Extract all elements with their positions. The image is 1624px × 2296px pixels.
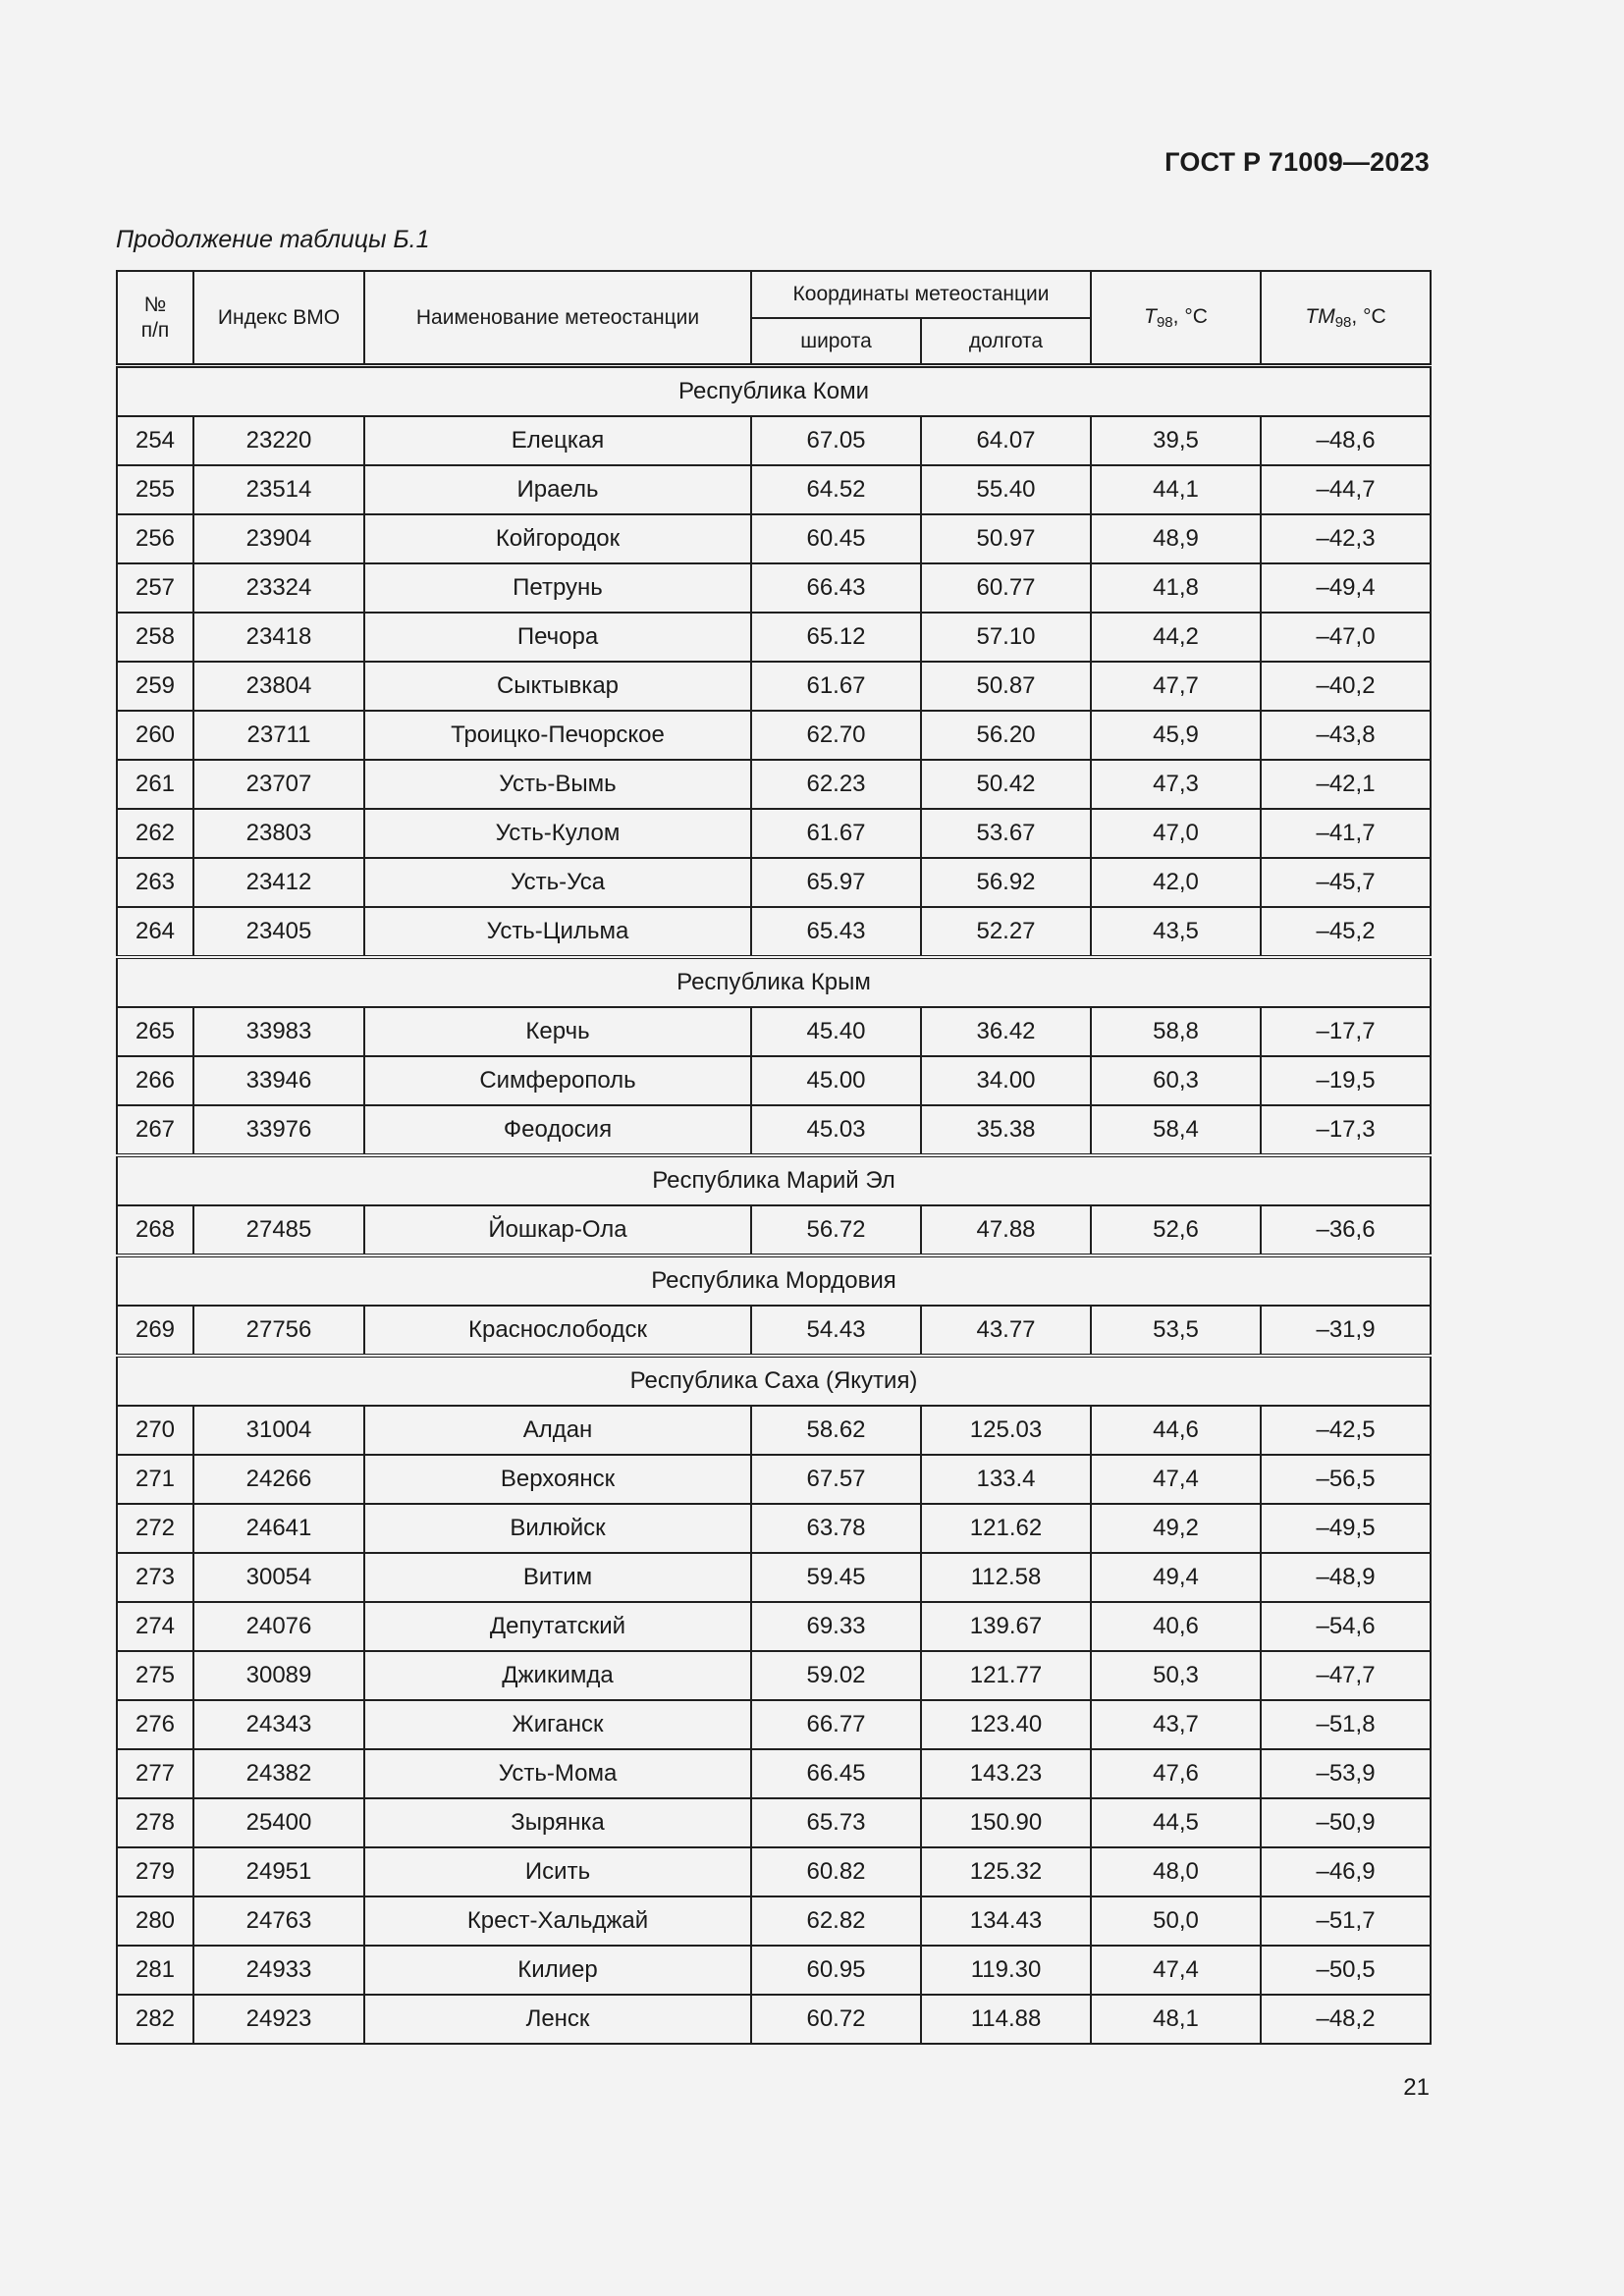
cell-num: 282 — [117, 1995, 193, 2044]
cell-station-name: Крест-Хальджай — [364, 1896, 751, 1946]
region-row — [117, 1255, 1431, 1306]
cell-t98: 39,5 — [1091, 416, 1261, 465]
cell-longitude: 121.77 — [921, 1651, 1091, 1700]
cell-wmo-index: 24951 — [193, 1847, 364, 1896]
cell-num: 274 — [117, 1602, 193, 1651]
cell-num: 261 — [117, 760, 193, 809]
cell-longitude: 119.30 — [921, 1946, 1091, 1995]
cell-tm98: –49,5 — [1261, 1504, 1431, 1553]
cell-t98: 47,6 — [1091, 1749, 1261, 1798]
table-caption: Продолжение таблицы Б.1 — [116, 226, 430, 253]
cell-tm98: –46,9 — [1261, 1847, 1431, 1896]
cell-longitude: 47.88 — [921, 1205, 1091, 1255]
table-row — [117, 613, 1431, 662]
cell-longitude: 134.43 — [921, 1896, 1091, 1946]
table-body — [117, 366, 1431, 2045]
cell-wmo-index: 25400 — [193, 1798, 364, 1847]
cell-num: 265 — [117, 1007, 193, 1056]
cell-latitude: 66.43 — [751, 563, 921, 613]
header-wmo-index: Индекс ВМО — [193, 271, 364, 366]
cell-tm98: –51,8 — [1261, 1700, 1431, 1749]
table-row — [117, 760, 1431, 809]
cell-t98: 48,0 — [1091, 1847, 1261, 1896]
cell-longitude: 55.40 — [921, 465, 1091, 514]
cell-longitude: 50.42 — [921, 760, 1091, 809]
cell-latitude: 45.40 — [751, 1007, 921, 1056]
cell-num: 272 — [117, 1504, 193, 1553]
cell-station-name: Койгородок — [364, 514, 751, 563]
cell-t98: 47,0 — [1091, 809, 1261, 858]
cell-station-name: Керчь — [364, 1007, 751, 1056]
cell-t98: 47,3 — [1091, 760, 1261, 809]
table-row — [117, 416, 1431, 465]
cell-t98: 50,0 — [1091, 1896, 1261, 1946]
cell-longitude: 60.77 — [921, 563, 1091, 613]
header-t98: $T_{98}$, °C — [1091, 271, 1261, 366]
cell-station-name: Троицко-Печорское — [364, 711, 751, 760]
cell-tm98: –36,6 — [1261, 1205, 1431, 1255]
cell-tm98: –50,5 — [1261, 1946, 1431, 1995]
cell-tm98: –42,1 — [1261, 760, 1431, 809]
cell-tm98: –49,4 — [1261, 563, 1431, 613]
cell-wmo-index: 23405 — [193, 907, 364, 957]
cell-latitude: 67.57 — [751, 1455, 921, 1504]
cell-latitude: 65.97 — [751, 858, 921, 907]
cell-station-name: Зырянка — [364, 1798, 751, 1847]
cell-latitude: 63.78 — [751, 1504, 921, 1553]
cell-tm98: –45,2 — [1261, 907, 1431, 957]
cell-num: 263 — [117, 858, 193, 907]
cell-t98: 41,8 — [1091, 563, 1261, 613]
cell-latitude: 66.45 — [751, 1749, 921, 1798]
cell-wmo-index: 24923 — [193, 1995, 364, 2044]
cell-longitude: 123.40 — [921, 1700, 1091, 1749]
table-header — [117, 271, 1431, 366]
page-number: 21 — [1403, 2074, 1430, 2101]
cell-tm98: –51,7 — [1261, 1896, 1431, 1946]
cell-station-name: Усть-Мома — [364, 1749, 751, 1798]
cell-latitude: 61.67 — [751, 662, 921, 711]
cell-latitude: 62.70 — [751, 711, 921, 760]
cell-station-name: Усть-Кулом — [364, 809, 751, 858]
region-title: Республика Марий Эл — [117, 1155, 1431, 1205]
cell-wmo-index: 30054 — [193, 1553, 364, 1602]
cell-latitude: 69.33 — [751, 1602, 921, 1651]
cell-wmo-index: 27485 — [193, 1205, 364, 1255]
cell-latitude: 60.72 — [751, 1995, 921, 2044]
stations-table — [116, 270, 1432, 2045]
cell-wmo-index: 24763 — [193, 1896, 364, 1946]
cell-num: 257 — [117, 563, 193, 613]
cell-latitude: 56.72 — [751, 1205, 921, 1255]
cell-t98: 48,9 — [1091, 514, 1261, 563]
table-row — [117, 1406, 1431, 1455]
cell-longitude: 139.67 — [921, 1602, 1091, 1651]
region-title: Республика Саха (Якутия) — [117, 1356, 1431, 1406]
cell-num: 264 — [117, 907, 193, 957]
cell-num: 259 — [117, 662, 193, 711]
cell-tm98: –50,9 — [1261, 1798, 1431, 1847]
cell-wmo-index: 23711 — [193, 711, 364, 760]
cell-longitude: 150.90 — [921, 1798, 1091, 1847]
cell-station-name: Ленск — [364, 1995, 751, 2044]
cell-latitude: 62.23 — [751, 760, 921, 809]
cell-num: 267 — [117, 1105, 193, 1155]
table-row — [117, 1455, 1431, 1504]
cell-latitude: 60.82 — [751, 1847, 921, 1896]
cell-num: 260 — [117, 711, 193, 760]
header-station-name: Наименование метеостанции — [364, 271, 751, 366]
cell-t98: 43,7 — [1091, 1700, 1261, 1749]
cell-num: 273 — [117, 1553, 193, 1602]
cell-station-name: Депутатский — [364, 1602, 751, 1651]
cell-wmo-index: 23707 — [193, 760, 364, 809]
cell-t98: 47,7 — [1091, 662, 1261, 711]
cell-wmo-index: 27756 — [193, 1306, 364, 1356]
cell-tm98: –41,7 — [1261, 809, 1431, 858]
cell-latitude: 66.77 — [751, 1700, 921, 1749]
cell-t98: 50,3 — [1091, 1651, 1261, 1700]
cell-latitude: 60.95 — [751, 1946, 921, 1995]
cell-num: 281 — [117, 1946, 193, 1995]
cell-wmo-index: 24382 — [193, 1749, 364, 1798]
cell-latitude: 65.43 — [751, 907, 921, 957]
cell-longitude: 35.38 — [921, 1105, 1091, 1155]
cell-station-name: Алдан — [364, 1406, 751, 1455]
cell-tm98: –44,7 — [1261, 465, 1431, 514]
table-row — [117, 1700, 1431, 1749]
cell-t98: 49,4 — [1091, 1553, 1261, 1602]
cell-t98: 52,6 — [1091, 1205, 1261, 1255]
region-title: Республика Крым — [117, 957, 1431, 1007]
cell-station-name: Джикимда — [364, 1651, 751, 1700]
cell-station-name: Усть-Цильма — [364, 907, 751, 957]
header-coordinates: Координаты метеостанции — [751, 271, 1091, 318]
cell-t98: 44,6 — [1091, 1406, 1261, 1455]
cell-num: 270 — [117, 1406, 193, 1455]
cell-longitude: 56.20 — [921, 711, 1091, 760]
cell-wmo-index: 23804 — [193, 662, 364, 711]
cell-tm98: –53,9 — [1261, 1749, 1431, 1798]
cell-wmo-index: 30089 — [193, 1651, 364, 1700]
table-row — [117, 1056, 1431, 1105]
cell-t98: 48,1 — [1091, 1995, 1261, 2044]
table-row — [117, 1798, 1431, 1847]
cell-station-name: Краснослободск — [364, 1306, 751, 1356]
table-row — [117, 1504, 1431, 1553]
table-row — [117, 858, 1431, 907]
cell-station-name: Петрунь — [364, 563, 751, 613]
cell-tm98: –45,7 — [1261, 858, 1431, 907]
table-row — [117, 907, 1431, 957]
cell-station-name: Симферополь — [364, 1056, 751, 1105]
cell-tm98: –42,3 — [1261, 514, 1431, 563]
cell-tm98: –17,7 — [1261, 1007, 1431, 1056]
document-code: ГОСТ Р 71009—2023 — [1164, 147, 1430, 177]
cell-wmo-index: 23904 — [193, 514, 364, 563]
cell-wmo-index: 33976 — [193, 1105, 364, 1155]
cell-t98: 47,4 — [1091, 1946, 1261, 1995]
cell-t98: 42,0 — [1091, 858, 1261, 907]
cell-latitude: 64.52 — [751, 465, 921, 514]
cell-latitude: 61.67 — [751, 809, 921, 858]
cell-longitude: 125.03 — [921, 1406, 1091, 1455]
table-row — [117, 1946, 1431, 1995]
cell-t98: 45,9 — [1091, 711, 1261, 760]
cell-tm98: –54,6 — [1261, 1602, 1431, 1651]
cell-latitude: 59.02 — [751, 1651, 921, 1700]
table-row — [117, 1896, 1431, 1946]
cell-tm98: –48,6 — [1261, 416, 1431, 465]
cell-wmo-index: 23220 — [193, 416, 364, 465]
cell-num: 271 — [117, 1455, 193, 1504]
cell-station-name: Усть-Вымь — [364, 760, 751, 809]
cell-station-name: Витим — [364, 1553, 751, 1602]
cell-tm98: –47,7 — [1261, 1651, 1431, 1700]
cell-tm98: –42,5 — [1261, 1406, 1431, 1455]
table-row — [117, 1749, 1431, 1798]
table-row — [117, 465, 1431, 514]
region-title: Республика Мордовия — [117, 1255, 1431, 1306]
cell-station-name: Усть-Уса — [364, 858, 751, 907]
header-tm98: $TM_{98}$, °C — [1261, 271, 1431, 366]
cell-longitude: 121.62 — [921, 1504, 1091, 1553]
table-row — [117, 1847, 1431, 1896]
cell-longitude: 57.10 — [921, 613, 1091, 662]
cell-t98: 53,5 — [1091, 1306, 1261, 1356]
cell-wmo-index: 23412 — [193, 858, 364, 907]
table-row — [117, 514, 1431, 563]
cell-longitude: 34.00 — [921, 1056, 1091, 1105]
cell-latitude: 65.12 — [751, 613, 921, 662]
cell-tm98: –40,2 — [1261, 662, 1431, 711]
cell-wmo-index: 33946 — [193, 1056, 364, 1105]
table-row — [117, 1205, 1431, 1255]
cell-longitude: 64.07 — [921, 416, 1091, 465]
table-row — [117, 662, 1431, 711]
region-row — [117, 957, 1431, 1007]
table-row — [117, 1306, 1431, 1356]
cell-tm98: –47,0 — [1261, 613, 1431, 662]
region-title: Республика Коми — [117, 366, 1431, 417]
table-row — [117, 1105, 1431, 1155]
header-longitude: долгота — [921, 318, 1091, 366]
cell-station-name: Исить — [364, 1847, 751, 1896]
cell-tm98: –19,5 — [1261, 1056, 1431, 1105]
cell-tm98: –43,8 — [1261, 711, 1431, 760]
cell-latitude: 59.45 — [751, 1553, 921, 1602]
cell-t98: 44,1 — [1091, 465, 1261, 514]
cell-longitude: 114.88 — [921, 1995, 1091, 2044]
cell-wmo-index: 24343 — [193, 1700, 364, 1749]
cell-wmo-index: 24933 — [193, 1946, 364, 1995]
cell-longitude: 50.87 — [921, 662, 1091, 711]
table-row — [117, 711, 1431, 760]
cell-latitude: 60.45 — [751, 514, 921, 563]
cell-latitude: 58.62 — [751, 1406, 921, 1455]
table-row — [117, 809, 1431, 858]
cell-t98: 43,5 — [1091, 907, 1261, 957]
cell-wmo-index: 24266 — [193, 1455, 364, 1504]
cell-num: 262 — [117, 809, 193, 858]
cell-station-name: Вилюйск — [364, 1504, 751, 1553]
cell-num: 256 — [117, 514, 193, 563]
table-row — [117, 1007, 1431, 1056]
cell-latitude: 54.43 — [751, 1306, 921, 1356]
cell-t98: 60,3 — [1091, 1056, 1261, 1105]
cell-longitude: 50.97 — [921, 514, 1091, 563]
cell-station-name: Килиер — [364, 1946, 751, 1995]
cell-num: 269 — [117, 1306, 193, 1356]
cell-tm98: –48,9 — [1261, 1553, 1431, 1602]
table-row — [117, 1995, 1431, 2044]
table-row — [117, 563, 1431, 613]
cell-t98: 58,4 — [1091, 1105, 1261, 1155]
cell-wmo-index: 33983 — [193, 1007, 364, 1056]
cell-station-name: Печора — [364, 613, 751, 662]
cell-num: 255 — [117, 465, 193, 514]
cell-t98: 44,2 — [1091, 613, 1261, 662]
cell-num: 279 — [117, 1847, 193, 1896]
cell-num: 266 — [117, 1056, 193, 1105]
cell-latitude: 65.73 — [751, 1798, 921, 1847]
cell-num: 278 — [117, 1798, 193, 1847]
cell-station-name: Верхоянск — [364, 1455, 751, 1504]
cell-num: 254 — [117, 416, 193, 465]
cell-t98: 40,6 — [1091, 1602, 1261, 1651]
cell-tm98: –48,2 — [1261, 1995, 1431, 2044]
cell-longitude: 43.77 — [921, 1306, 1091, 1356]
table-row — [117, 1602, 1431, 1651]
cell-longitude: 125.32 — [921, 1847, 1091, 1896]
cell-latitude: 45.03 — [751, 1105, 921, 1155]
table-row — [117, 1651, 1431, 1700]
table-row — [117, 1553, 1431, 1602]
cell-t98: 44,5 — [1091, 1798, 1261, 1847]
cell-num: 280 — [117, 1896, 193, 1946]
cell-tm98: –31,9 — [1261, 1306, 1431, 1356]
cell-longitude: 56.92 — [921, 858, 1091, 907]
cell-num: 276 — [117, 1700, 193, 1749]
cell-station-name: Феодосия — [364, 1105, 751, 1155]
cell-wmo-index: 23514 — [193, 465, 364, 514]
cell-num: 275 — [117, 1651, 193, 1700]
cell-num: 268 — [117, 1205, 193, 1255]
cell-t98: 49,2 — [1091, 1504, 1261, 1553]
cell-latitude: 67.05 — [751, 416, 921, 465]
cell-latitude: 45.00 — [751, 1056, 921, 1105]
cell-longitude: 52.27 — [921, 907, 1091, 957]
cell-longitude: 53.67 — [921, 809, 1091, 858]
cell-station-name: Сыктывкар — [364, 662, 751, 711]
cell-station-name: Жиганск — [364, 1700, 751, 1749]
cell-latitude: 62.82 — [751, 1896, 921, 1946]
cell-station-name: Ираель — [364, 465, 751, 514]
cell-num: 277 — [117, 1749, 193, 1798]
cell-wmo-index: 23418 — [193, 613, 364, 662]
cell-station-name: Йошкар-Ола — [364, 1205, 751, 1255]
region-row — [117, 1356, 1431, 1406]
cell-t98: 58,8 — [1091, 1007, 1261, 1056]
cell-wmo-index: 23324 — [193, 563, 364, 613]
cell-longitude: 112.58 — [921, 1553, 1091, 1602]
header-num: № п/п — [117, 271, 193, 366]
cell-wmo-index: 31004 — [193, 1406, 364, 1455]
cell-station-name: Елецкая — [364, 416, 751, 465]
cell-longitude: 133.4 — [921, 1455, 1091, 1504]
cell-t98: 47,4 — [1091, 1455, 1261, 1504]
region-row — [117, 366, 1431, 417]
cell-tm98: –17,3 — [1261, 1105, 1431, 1155]
header-latitude: широта — [751, 318, 921, 366]
cell-wmo-index: 24076 — [193, 1602, 364, 1651]
cell-longitude: 143.23 — [921, 1749, 1091, 1798]
cell-longitude: 36.42 — [921, 1007, 1091, 1056]
region-row — [117, 1155, 1431, 1205]
cell-wmo-index: 23803 — [193, 809, 364, 858]
cell-tm98: –56,5 — [1261, 1455, 1431, 1504]
cell-num: 258 — [117, 613, 193, 662]
cell-wmo-index: 24641 — [193, 1504, 364, 1553]
